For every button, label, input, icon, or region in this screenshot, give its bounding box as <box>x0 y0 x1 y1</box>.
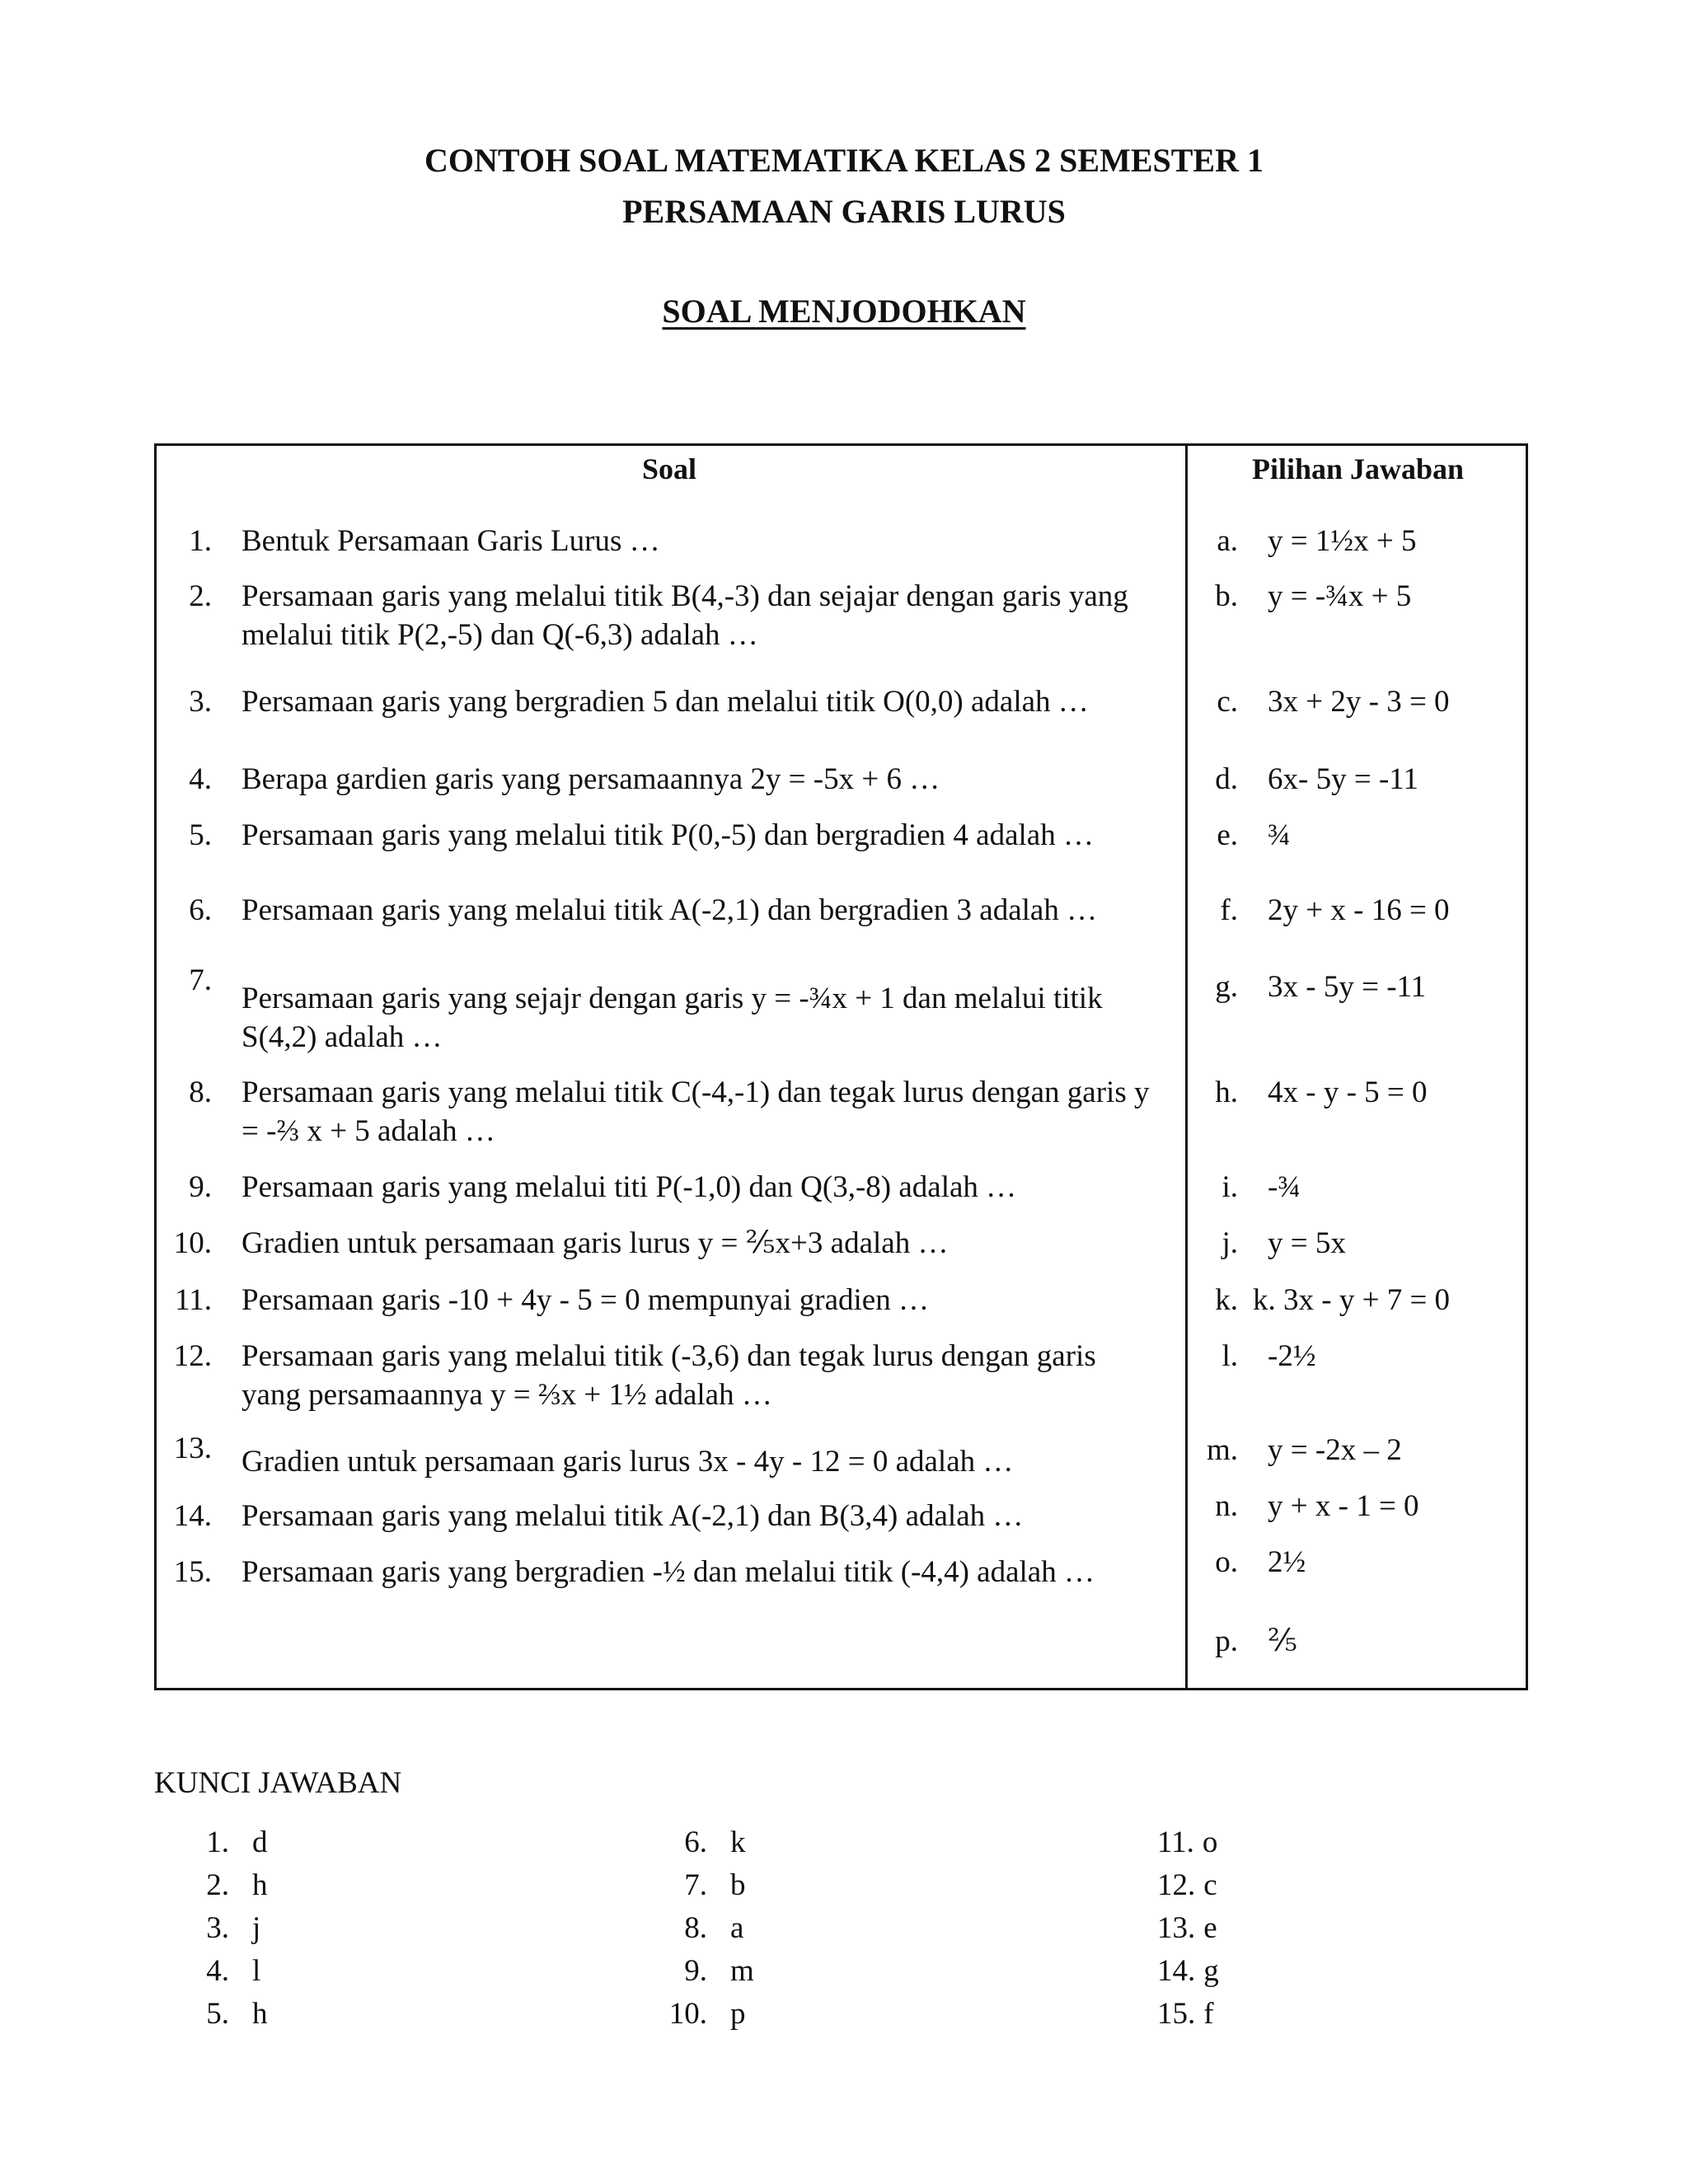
option-value: -2½ <box>1268 1339 1316 1373</box>
answer-key-value: l <box>252 1954 261 1988</box>
option-letter: l. <box>1221 1339 1238 1373</box>
option-value: y = 5x <box>1268 1226 1346 1260</box>
question-text: Persamaan garis yang melalui titik A(-2,1) dan bergradien 3 adalah … <box>241 893 1098 927</box>
question-number: 11. <box>175 1283 212 1317</box>
answer-key-item <box>1157 1994 1214 2033</box>
option-letter: p. <box>1215 1624 1238 1658</box>
answer-key-value: j <box>252 1911 261 1945</box>
answer-key-item <box>1157 1909 1217 1947</box>
answer-key-number: 7. <box>684 1868 707 1902</box>
question-text: Persamaan garis -10 + 4y - 5 = 0 mempunyai gradien … <box>241 1283 929 1317</box>
option-value: 3x + 2y - 3 = 0 <box>1268 685 1450 719</box>
answer-key-item <box>1157 1952 1219 1990</box>
option-value: 2y + x - 16 = 0 <box>1268 893 1450 927</box>
document-subtitle: PERSAMAAN GARIS LURUS <box>622 193 1066 230</box>
question-number: 5. <box>189 818 212 852</box>
question-number: 12. <box>173 1339 212 1373</box>
answer-key-value: f <box>1203 1997 1214 2031</box>
answer-key-number: 1. <box>206 1825 229 1859</box>
answer-key-title: KUNCI JAWABAN <box>154 1766 402 1800</box>
question-number: 6. <box>189 893 212 927</box>
option-letter: m. <box>1206 1433 1238 1467</box>
question-text: Gradien untuk persamaan garis lurus 3x - 4y - 12 = 0 adalah … <box>241 1445 1014 1479</box>
answer-key-item <box>666 1994 746 2033</box>
question-number: 3. <box>189 685 212 719</box>
answer-key-number: 3. <box>206 1911 229 1945</box>
question-text: Persamaan garis yang bergradien -½ dan melalui titik (-4,4) adalah … <box>241 1555 1095 1589</box>
answer-key-item <box>666 1952 754 1990</box>
option-letter: h. <box>1215 1076 1238 1109</box>
question-number: 13. <box>173 1432 212 1465</box>
option-value: ¾ <box>1268 818 1291 852</box>
question-number: 2. <box>189 579 212 613</box>
question-number: 9. <box>189 1170 212 1204</box>
question-text: Persamaan garis yang melalui titik P(0,-5) dan bergradien 4 adalah … <box>241 818 1094 852</box>
question-text: Persamaan garis yang melalui titik (-3,6) dan tegak lurus dengan garis yang persamaannya y = ⅔x + 1½ adalah … <box>241 1339 1096 1412</box>
option-letter: a. <box>1217 524 1238 558</box>
question-text: Persamaan garis yang melalui titik B(4,-3) dan sejajar dengan garis yang melalui titik P(2,-5) dan Q(-6,3) adalah … <box>241 579 1128 652</box>
answer-key-number: 13. <box>1157 1911 1196 1945</box>
option-value: y = -¾x + 5 <box>1268 579 1412 613</box>
option-value: 2½ <box>1268 1545 1306 1579</box>
question-number: 14. <box>173 1499 212 1533</box>
answer-key-value: a <box>730 1911 744 1945</box>
answer-key-number: 12. <box>1157 1868 1196 1902</box>
answer-key-item <box>1157 1866 1217 1905</box>
answer-key-value: b <box>730 1868 746 1902</box>
section-title: SOAL MENJODOHKAN <box>662 293 1026 330</box>
question-number: 10. <box>173 1226 212 1260</box>
answer-key-number: 15. <box>1157 1997 1196 2031</box>
option-letter: n. <box>1215 1489 1238 1523</box>
option-letter: o. <box>1215 1545 1238 1579</box>
answer-key-item <box>1157 1823 1217 1862</box>
option-value: 4x - y - 5 = 0 <box>1268 1076 1428 1109</box>
answer-key-number: 5. <box>206 1997 229 2031</box>
option-letter: f. <box>1220 893 1238 927</box>
option-value: y + x - 1 = 0 <box>1268 1489 1419 1523</box>
option-value: y = 1½x + 5 <box>1268 524 1417 558</box>
answer-key-item <box>188 1866 268 1905</box>
question-text: Persamaan garis yang melalui titi P(-1,0) dan Q(3,-8) adalah … <box>241 1170 1017 1204</box>
answer-key-item <box>188 1952 260 1990</box>
answer-key-item <box>666 1909 743 1947</box>
option-value: 6x- 5y = -11 <box>1268 762 1418 796</box>
question-text: Persamaan garis yang melalui titik A(-2,1) dan B(3,4) adalah … <box>241 1499 1024 1533</box>
answer-key-number: 10. <box>668 1997 707 2031</box>
question-number: 7. <box>189 963 212 997</box>
option-letter: k. <box>1215 1283 1238 1317</box>
question-text: Berapa gardien garis yang persamaannya 2y = -5x + 6 … <box>241 762 940 796</box>
question-text: Persamaan garis yang sejajr dengan garis y = -¾x + 1 dan melalui titik S(4,2) adalah … <box>241 982 1103 1054</box>
question-text: Bentuk Persamaan Garis Lurus … <box>241 524 660 558</box>
document-title: CONTOH SOAL MATEMATIKA KELAS 2 SEMESTER 1 <box>424 142 1264 179</box>
column-header-pilihan: Pilihan Jawaban <box>1251 452 1465 485</box>
option-value: y = -2x – 2 <box>1268 1433 1402 1467</box>
answer-key-value: k <box>730 1825 746 1859</box>
option-value: -¾ <box>1268 1170 1301 1204</box>
option-letter: e. <box>1217 818 1238 852</box>
answer-key-value: g <box>1203 1954 1219 1988</box>
answer-key-number: 14. <box>1157 1954 1196 1988</box>
option-letter: j. <box>1221 1226 1238 1260</box>
answer-key-value: m <box>730 1954 754 1988</box>
answer-key-item <box>188 1994 268 2033</box>
answer-key-item <box>188 1909 260 1947</box>
question-number: 4. <box>189 762 212 796</box>
option-letter: b. <box>1215 579 1238 613</box>
answer-key-value: e <box>1203 1911 1217 1945</box>
answer-key-number: 4. <box>206 1954 229 1988</box>
option-letter: d. <box>1215 762 1238 796</box>
option-letter: g. <box>1215 970 1238 1004</box>
answer-key-number: 9. <box>684 1954 707 1988</box>
column-header-soal: Soal <box>641 452 697 485</box>
question-number: 1. <box>189 524 212 558</box>
option-letter: i. <box>1221 1170 1238 1204</box>
answer-key-item <box>666 1823 746 1862</box>
answer-key-item <box>666 1866 746 1905</box>
answer-key-number: 2. <box>206 1868 229 1902</box>
question-number: 15. <box>173 1555 212 1589</box>
option-letter: c. <box>1217 685 1238 719</box>
question-text: Persamaan garis yang melalui titik C(-4,-1) dan tegak lurus dengan garis y = -⅔ x + 5 adalah … <box>241 1076 1150 1148</box>
answer-key-value: d <box>252 1825 268 1859</box>
question-number: 8. <box>189 1076 212 1109</box>
answer-key-number: 8. <box>684 1911 707 1945</box>
answer-key-value: c <box>1203 1868 1217 1902</box>
answer-key-value: o <box>1202 1825 1218 1859</box>
option-value: 3x - 5y = -11 <box>1268 970 1427 1004</box>
option-value: ⅖ <box>1268 1624 1297 1658</box>
answer-key-number: 11. <box>1157 1825 1194 1859</box>
answer-key-item <box>188 1823 268 1862</box>
answer-key-value: h <box>252 1997 268 2031</box>
answer-key-number: 6. <box>684 1825 707 1859</box>
question-text: Gradien untuk persamaan garis lurus y = ⅖x+3 adalah … <box>241 1226 949 1260</box>
answer-key-value: h <box>252 1868 268 1902</box>
option-value: k. 3x - y + 7 = 0 <box>1253 1283 1451 1317</box>
question-text: Persamaan garis yang bergradien 5 dan melalui titik O(0,0) adalah … <box>241 685 1089 719</box>
answer-key-value: p <box>730 1997 746 2031</box>
